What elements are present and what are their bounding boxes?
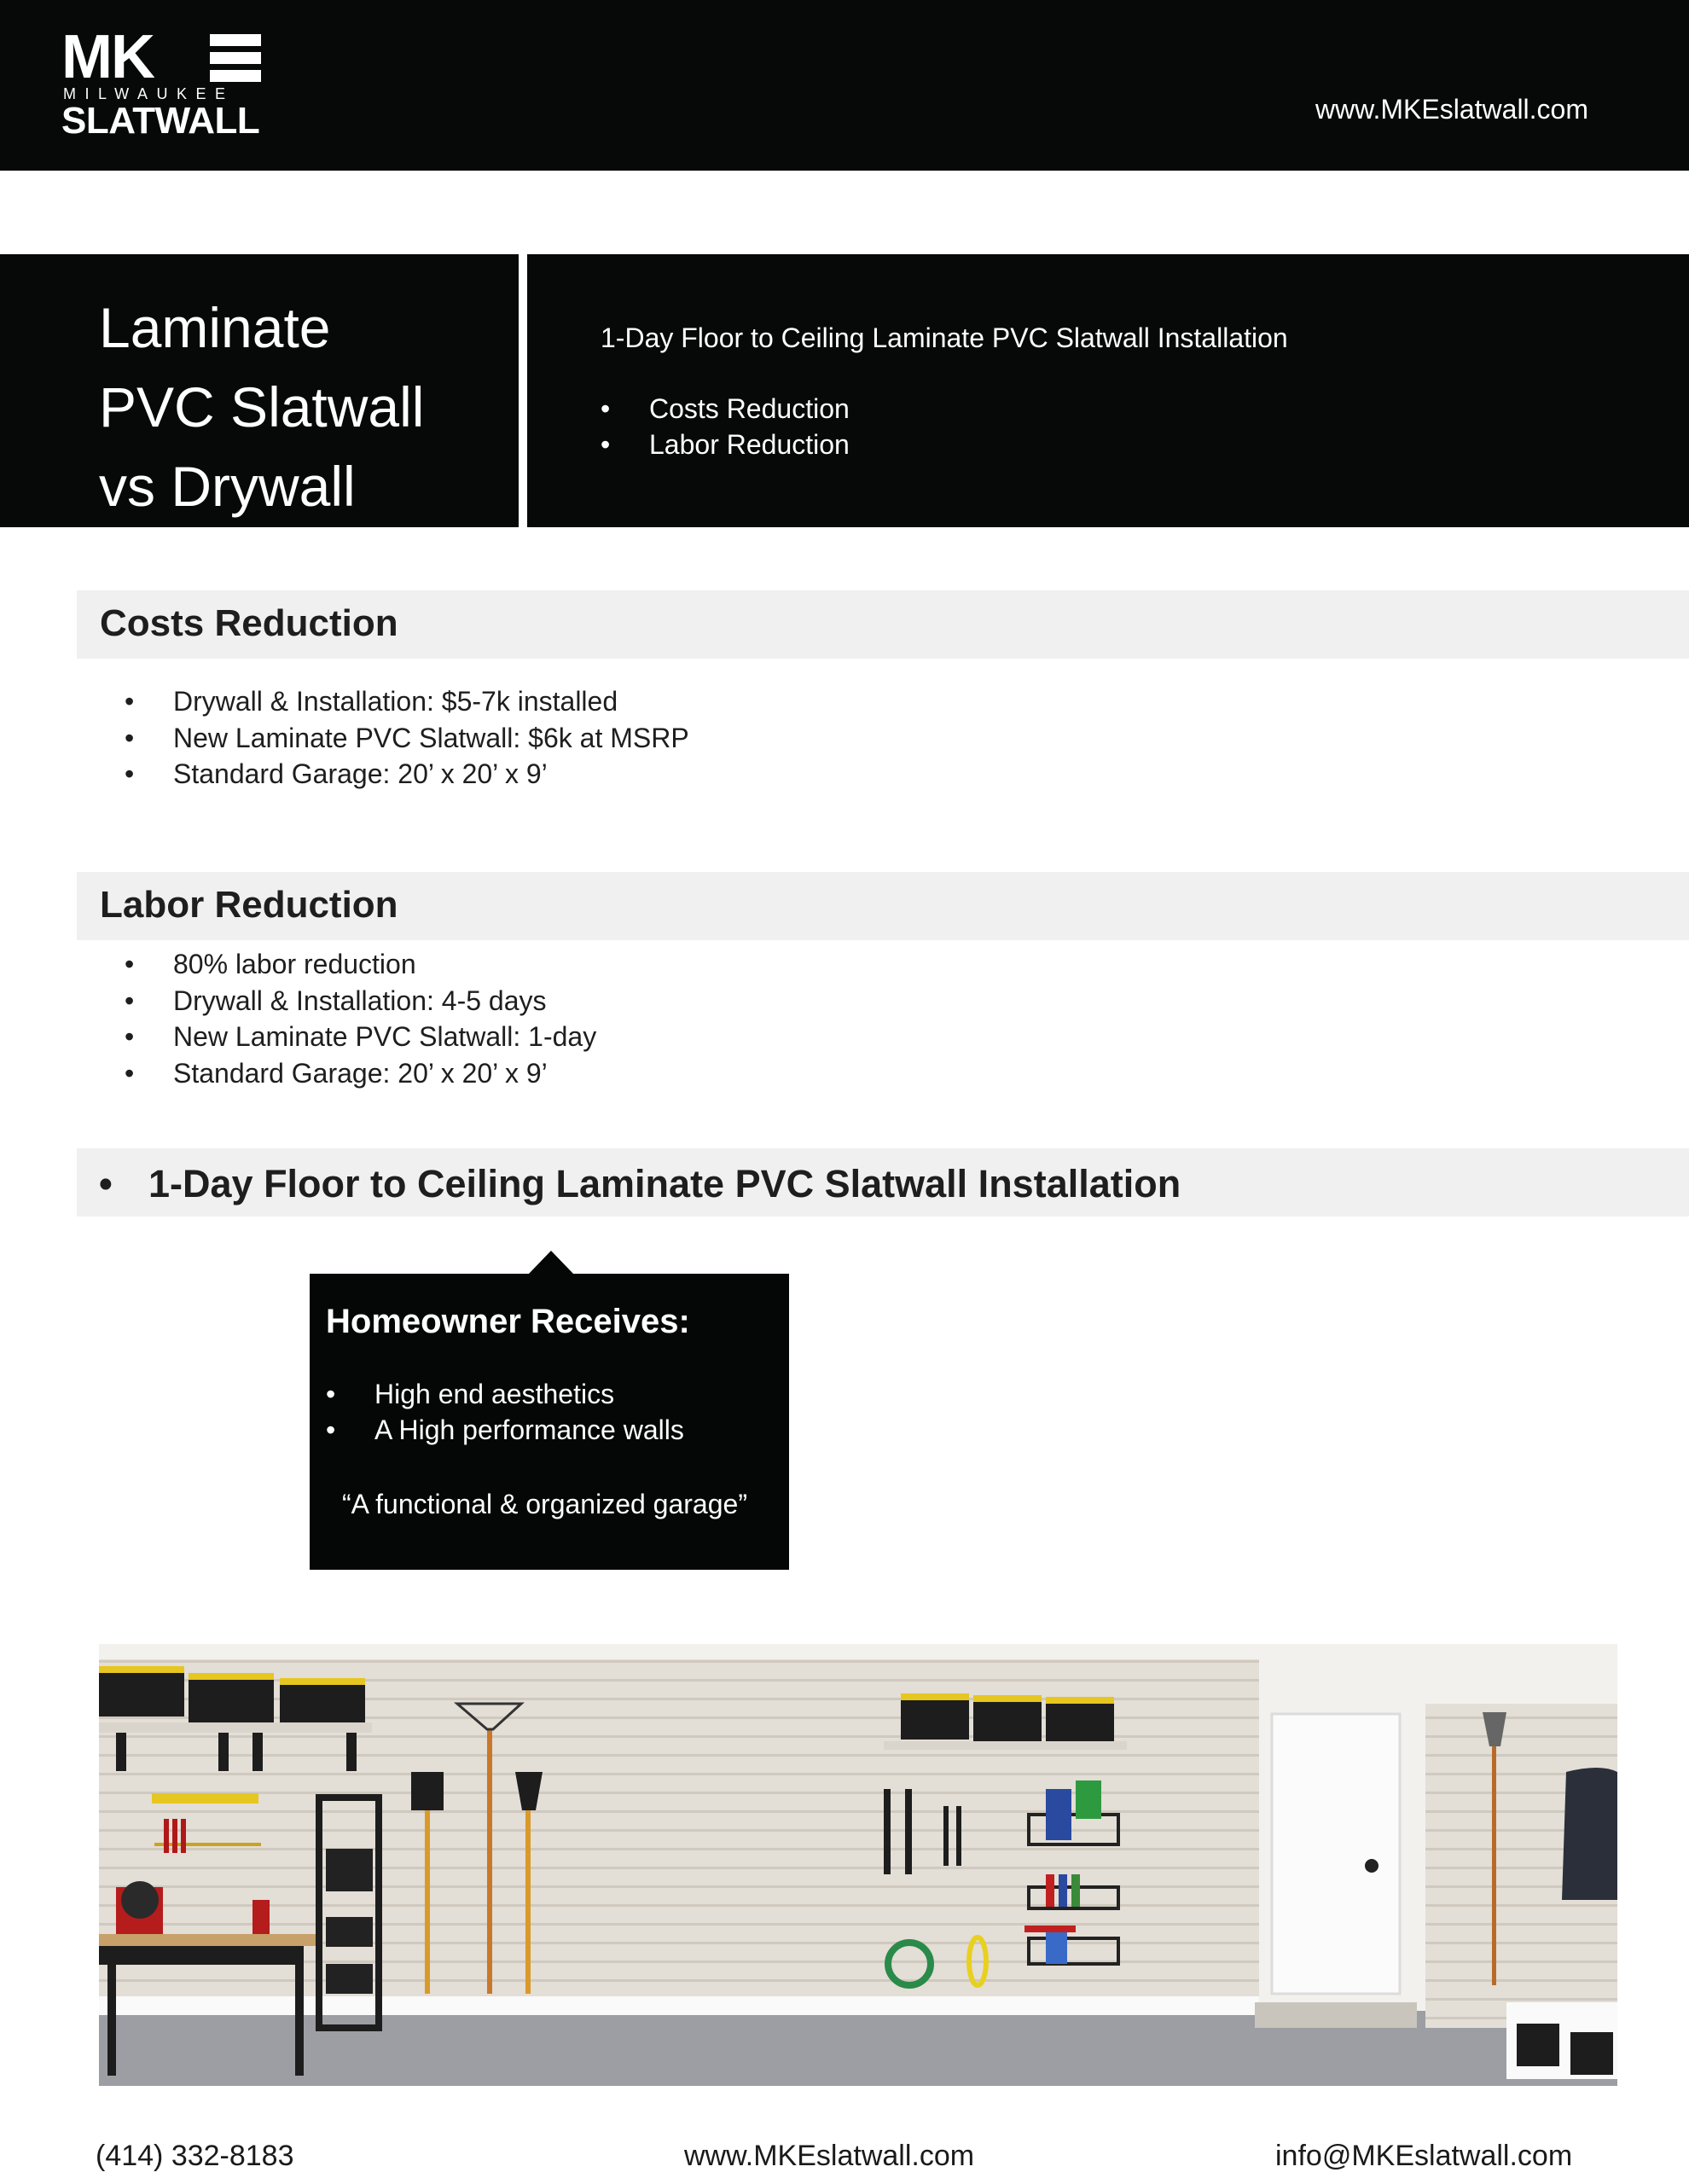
section-title: Labor Reduction [100,884,398,926]
header-bar [0,0,1689,171]
bullet-icon: • [125,1021,135,1052]
callout-title: Homeowner Receives: [326,1303,690,1340]
labor-reduction-heading-band [77,872,1689,940]
bullet-icon: • [99,1162,113,1205]
list-item [125,756,689,793]
header-website-link[interactable]: www.MKEslatwall.com [1315,94,1588,125]
list-item-text: 80% labor reduction [173,949,416,979]
hero-subtitle: 1-Day Floor to Ceiling Laminate PVC Slatwall Installation [601,322,1288,353]
installation-heading-band [77,1148,1689,1217]
list-item [125,720,689,757]
list-item [326,1376,684,1412]
bullet-icon: • [326,1414,336,1445]
list-item-text: Drywall & Installation: $5-7k installed [173,686,618,717]
footer-email-link[interactable]: info@MKEslatwall.com [1275,2140,1573,2172]
logo-name: SLATWALL [61,100,260,142]
bullet-icon: • [125,949,135,979]
list-item [125,683,689,720]
logo-mark: MK [61,23,154,91]
hero-title-line: PVC Slatwall [99,375,425,439]
bullet-icon: • [125,985,135,1016]
hero-title-line: vs Drywall [99,455,356,518]
bullet-icon: • [601,393,611,424]
bullet-icon: • [125,686,135,717]
list-item-text: Standard Garage: 20’ x 20’ x 9’ [173,758,548,789]
bullet-icon: • [601,429,611,460]
list-item [601,391,850,427]
logo-e-bars-icon [210,34,261,82]
list-item-text: Costs Reduction [649,393,850,424]
list-item-text: New Laminate PVC Slatwall: $6k at MSRP [173,722,689,753]
footer-phone-link[interactable]: (414) 332-8183 [96,2140,294,2172]
mke-slatwall-logo[interactable] [61,23,266,142]
footer-website-link[interactable]: www.MKEslatwall.com [684,2140,975,2172]
installation-title-text: 1-Day Floor to Ceiling Laminate PVC Slatwall Installation [148,1162,1181,1205]
callout-list [326,1376,684,1448]
list-item [125,946,596,983]
list-item-text: Drywall & Installation: 4-5 days [173,985,547,1016]
garage-slatwall-photo [99,1644,1617,2086]
section-title: Costs Reduction [100,602,398,644]
list-item [326,1412,684,1448]
hero-bullet-list [601,391,850,462]
list-item-text: High end aesthetics [374,1379,615,1409]
list-item [125,1019,596,1055]
labor-reduction-list [125,946,596,1091]
list-item-text: A High performance walls [374,1414,684,1445]
hero-summary-panel [527,254,1689,527]
list-item [125,1055,596,1092]
hero-title [99,288,424,526]
hero-title-line: Laminate [99,296,331,359]
bullet-icon: • [125,758,135,789]
list-item [125,983,596,1019]
hero-title-panel [0,254,519,527]
bullet-icon: • [125,722,135,753]
list-item-text: Labor Reduction [649,429,850,460]
list-item [601,427,850,462]
homeowner-receives-callout [310,1274,789,1570]
installation-title [99,1162,1181,1206]
list-item-text: New Laminate PVC Slatwall: 1-day [173,1021,597,1052]
callout-pointer-icon [528,1251,574,1275]
list-item-text: Standard Garage: 20’ x 20’ x 9’ [173,1057,548,1089]
costs-reduction-list [125,683,689,793]
bullet-icon: • [326,1379,336,1409]
costs-reduction-heading-band [77,590,1689,659]
logo-sub: MILWAUKEE [63,85,235,102]
bullet-icon: • [125,1057,135,1089]
callout-quote: “A functional & organized garage” [342,1489,747,1519]
